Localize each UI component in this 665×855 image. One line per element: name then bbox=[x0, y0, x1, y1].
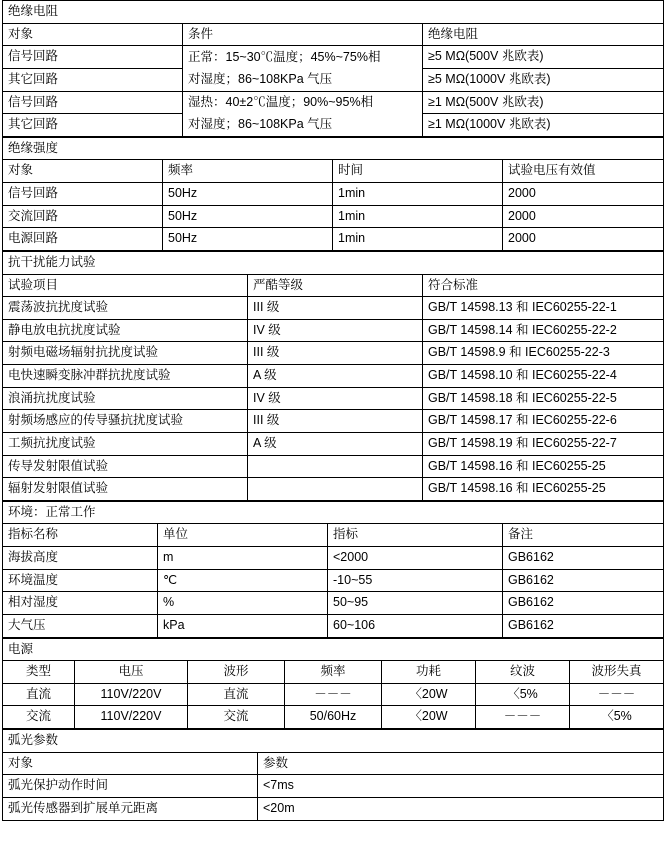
table-row bbox=[3, 547, 664, 570]
cell-standard: GB/T 14598.14 和 IEC60255-22-2 bbox=[423, 319, 664, 342]
table-row bbox=[3, 455, 664, 478]
cell-severity-level: III 级 bbox=[248, 297, 423, 320]
cell-standard: GB/T 14598.13 和 IEC60255-22-1 bbox=[423, 297, 664, 320]
section-title-anti-interference: 抗干扰能力试验 bbox=[3, 251, 664, 274]
cell-severity-level: A 级 bbox=[248, 432, 423, 455]
cell-index: -10~55 bbox=[328, 569, 503, 592]
section-title-power: 电源 bbox=[3, 638, 664, 661]
cell-standard: GB/T 14598.17 和 IEC60255-22-6 bbox=[423, 410, 664, 433]
cell-standard: GB/T 14598.18 和 IEC60255-22-5 bbox=[423, 387, 664, 410]
column-header-object: 对象 bbox=[3, 160, 163, 183]
section-title-arc: 弧光参数 bbox=[3, 730, 664, 753]
cell-object: 信号回路 bbox=[3, 183, 163, 206]
cell-time: 1min bbox=[333, 183, 503, 206]
table-row bbox=[3, 683, 664, 706]
cell-object: 电源回路 bbox=[3, 228, 163, 251]
column-header-condition: 条件 bbox=[183, 23, 423, 46]
insulation-resistance-table bbox=[2, 0, 664, 137]
cell-index: 60~106 bbox=[328, 614, 503, 637]
cell-time: 1min bbox=[333, 205, 503, 228]
table-row bbox=[3, 228, 664, 251]
column-header-object: 对象 bbox=[3, 23, 183, 46]
table-row bbox=[3, 410, 664, 433]
cell-distortion: 〈5% bbox=[570, 706, 664, 729]
cell-frequency: －－－ bbox=[285, 683, 382, 706]
table-row bbox=[3, 319, 664, 342]
table-header-row bbox=[3, 661, 664, 684]
table-row bbox=[3, 432, 664, 455]
cell-consumption: 〈20W bbox=[382, 706, 476, 729]
cell-object: 其它回路 bbox=[3, 68, 183, 91]
table-header-row bbox=[3, 524, 664, 547]
cell-consumption: 〈20W bbox=[382, 683, 476, 706]
cell-ripple: －－－ bbox=[476, 706, 570, 729]
cell-test-item: 射频电磁场辐射抗扰度试验 bbox=[3, 342, 248, 365]
cell-test-item: 辐射发射限值试验 bbox=[3, 478, 248, 501]
cell-test-item: 工频抗扰度试验 bbox=[3, 432, 248, 455]
cell-index-name: 海拔高度 bbox=[3, 547, 158, 570]
column-header-index: 指标 bbox=[328, 524, 503, 547]
column-header-remark: 备注 bbox=[503, 524, 664, 547]
column-header-unit: 单位 bbox=[158, 524, 328, 547]
section-title-row bbox=[3, 1, 664, 24]
cell-waveform: 直流 bbox=[188, 683, 285, 706]
cell-parameter: <20m bbox=[258, 797, 664, 820]
cell-index-name: 环境温度 bbox=[3, 569, 158, 592]
table-row bbox=[3, 297, 664, 320]
column-header-object: 对象 bbox=[3, 752, 258, 775]
table-row bbox=[3, 46, 664, 69]
cell-standard: GB/T 14598.16 和 IEC60255-25 bbox=[423, 478, 664, 501]
column-header-distortion: 波形失真 bbox=[570, 661, 664, 684]
column-header-parameter: 参数 bbox=[258, 752, 664, 775]
table-row bbox=[3, 614, 664, 637]
table-row bbox=[3, 775, 664, 798]
cell-object: 信号回路 bbox=[3, 91, 183, 114]
column-header-voltage: 电压 bbox=[75, 661, 188, 684]
cell-object: 信号回路 bbox=[3, 46, 183, 69]
column-header-resistance: 绝缘电阻 bbox=[423, 23, 664, 46]
section-title-environment: 环境：正常工作 bbox=[3, 501, 664, 524]
cell-object: 其它回路 bbox=[3, 114, 183, 137]
insulation-strength-table bbox=[2, 137, 664, 251]
table-header-row bbox=[3, 752, 664, 775]
cell-frequency: 50Hz bbox=[163, 205, 333, 228]
table-row bbox=[3, 569, 664, 592]
cell-test-item: 射频场感应的传导骚抗扰度试验 bbox=[3, 410, 248, 433]
cell-object: 弧光传感器到扩展单元距离 bbox=[3, 797, 258, 820]
cell-condition: 湿热：40±2℃温度；90%~95%相 bbox=[183, 91, 423, 114]
cell-severity-level: IV 级 bbox=[248, 319, 423, 342]
cell-severity-level: IV 级 bbox=[248, 387, 423, 410]
cell-object: 交流回路 bbox=[3, 205, 163, 228]
section-title-insulation-resistance: 绝缘电阻 bbox=[3, 1, 664, 24]
cell-standard: GB/T 14598.16 和 IEC60255-25 bbox=[423, 455, 664, 478]
cell-unit: m bbox=[158, 547, 328, 570]
arc-parameters-table bbox=[2, 729, 664, 821]
table-header-row bbox=[3, 160, 664, 183]
cell-frequency: 50Hz bbox=[163, 228, 333, 251]
cell-voltage: 110V/220V bbox=[75, 706, 188, 729]
cell-resistance: ≥5 MΩ(1000V 兆欧表) bbox=[423, 68, 664, 91]
cell-resistance: ≥5 MΩ(500V 兆欧表) bbox=[423, 46, 664, 69]
cell-frequency: 50/60Hz bbox=[285, 706, 382, 729]
section-title-row bbox=[3, 137, 664, 160]
cell-ripple: 〈5% bbox=[476, 683, 570, 706]
cell-test-item: 电快速瞬变脉冲群抗扰度试验 bbox=[3, 365, 248, 388]
cell-voltage: 2000 bbox=[503, 228, 664, 251]
column-header-waveform: 波形 bbox=[188, 661, 285, 684]
cell-unit: kPa bbox=[158, 614, 328, 637]
column-header-frequency: 频率 bbox=[285, 661, 382, 684]
table-row bbox=[3, 205, 664, 228]
cell-severity-level bbox=[248, 478, 423, 501]
column-header-severity-level: 严酷等级 bbox=[248, 274, 423, 297]
column-header-voltage: 试验电压有效值 bbox=[503, 160, 664, 183]
column-header-standard: 符合标准 bbox=[423, 274, 664, 297]
cell-severity-level: III 级 bbox=[248, 410, 423, 433]
cell-resistance: ≥1 MΩ(500V 兆欧表) bbox=[423, 91, 664, 114]
table-row bbox=[3, 91, 664, 114]
section-title-row bbox=[3, 251, 664, 274]
cell-severity-level bbox=[248, 455, 423, 478]
column-header-frequency: 频率 bbox=[163, 160, 333, 183]
cell-waveform: 交流 bbox=[188, 706, 285, 729]
column-header-test-item: 试验项目 bbox=[3, 274, 248, 297]
table-row bbox=[3, 478, 664, 501]
table-header-row bbox=[3, 23, 664, 46]
cell-distortion: －－－ bbox=[570, 683, 664, 706]
table-row bbox=[3, 797, 664, 820]
section-title-insulation-strength: 绝缘强度 bbox=[3, 137, 664, 160]
cell-remark: GB6162 bbox=[503, 592, 664, 615]
cell-type: 交流 bbox=[3, 706, 75, 729]
cell-remark: GB6162 bbox=[503, 614, 664, 637]
cell-index: 50~95 bbox=[328, 592, 503, 615]
column-header-consumption: 功耗 bbox=[382, 661, 476, 684]
anti-interference-table bbox=[2, 251, 664, 501]
cell-voltage: 110V/220V bbox=[75, 683, 188, 706]
column-header-ripple: 纹波 bbox=[476, 661, 570, 684]
cell-resistance: ≥1 MΩ(1000V 兆欧表) bbox=[423, 114, 664, 137]
table-row bbox=[3, 68, 664, 91]
cell-test-item: 浪涌抗扰度试验 bbox=[3, 387, 248, 410]
cell-standard: GB/T 14598.9 和 IEC60255-22-3 bbox=[423, 342, 664, 365]
cell-severity-level: III 级 bbox=[248, 342, 423, 365]
cell-condition: 对湿度；86~108KPa 气压 bbox=[183, 114, 423, 137]
cell-test-item: 震荡波抗扰度试验 bbox=[3, 297, 248, 320]
cell-standard: GB/T 14598.19 和 IEC60255-22-7 bbox=[423, 432, 664, 455]
cell-type: 直流 bbox=[3, 683, 75, 706]
cell-test-item: 静电放电抗扰度试验 bbox=[3, 319, 248, 342]
table-header-row bbox=[3, 274, 664, 297]
cell-condition: 正常：15~30℃温度；45%~75%相 bbox=[183, 46, 423, 69]
cell-parameter: <7ms bbox=[258, 775, 664, 798]
cell-index-name: 相对湿度 bbox=[3, 592, 158, 615]
cell-time: 1min bbox=[333, 228, 503, 251]
cell-remark: GB6162 bbox=[503, 569, 664, 592]
table-row bbox=[3, 114, 664, 137]
cell-unit: % bbox=[158, 592, 328, 615]
column-header-index-name: 指标名称 bbox=[3, 524, 158, 547]
section-title-row bbox=[3, 638, 664, 661]
power-table bbox=[2, 638, 664, 730]
cell-standard: GB/T 14598.10 和 IEC60255-22-4 bbox=[423, 365, 664, 388]
cell-object: 弧光保护动作时间 bbox=[3, 775, 258, 798]
cell-voltage: 2000 bbox=[503, 205, 664, 228]
cell-frequency: 50Hz bbox=[163, 183, 333, 206]
table-row bbox=[3, 183, 664, 206]
section-title-row bbox=[3, 730, 664, 753]
environment-table bbox=[2, 501, 664, 638]
cell-index-name: 大气压 bbox=[3, 614, 158, 637]
column-header-type: 类型 bbox=[3, 661, 75, 684]
section-title-row bbox=[3, 501, 664, 524]
cell-voltage: 2000 bbox=[503, 183, 664, 206]
column-header-time: 时间 bbox=[333, 160, 503, 183]
table-row bbox=[3, 342, 664, 365]
table-row bbox=[3, 592, 664, 615]
cell-index: <2000 bbox=[328, 547, 503, 570]
table-row bbox=[3, 387, 664, 410]
cell-unit: ℃ bbox=[158, 569, 328, 592]
table-row bbox=[3, 365, 664, 388]
cell-test-item: 传导发射限值试验 bbox=[3, 455, 248, 478]
cell-severity-level: A 级 bbox=[248, 365, 423, 388]
cell-condition: 对湿度；86~108KPa 气压 bbox=[183, 68, 423, 91]
table-row bbox=[3, 706, 664, 729]
cell-remark: GB6162 bbox=[503, 547, 664, 570]
